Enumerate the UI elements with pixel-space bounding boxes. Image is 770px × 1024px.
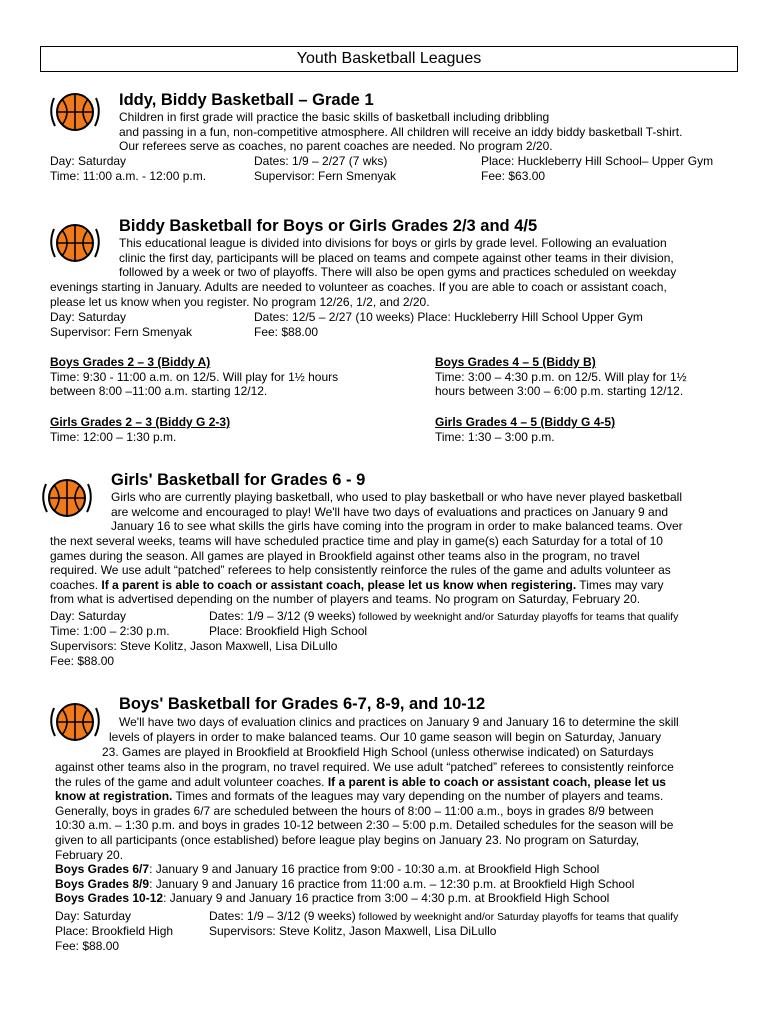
text-line: coaches. If a parent is able to coach or assistant coach, please let us know when registering. Times may vary bbox=[50, 577, 664, 592]
text-line: Our referees serve as coaches, no parent coaches are needed. No program 2/20. bbox=[119, 139, 553, 154]
girls-description-body bbox=[50, 534, 671, 607]
division-boys-2-3 bbox=[50, 355, 338, 399]
text-line: know at registration. Times and formats of the leagues may vary depending on the number of players and teams. bbox=[55, 789, 664, 804]
text-line: Generally, boys in grades 6/7 are scheduled between the hours of 8:00 – 11:00 a.m., boys in grades 8/9 between bbox=[55, 803, 654, 818]
basketball-icon bbox=[46, 219, 104, 267]
iddy-biddy-description bbox=[119, 110, 682, 154]
iddy-time: Time: 11:00 a.m. - 12:00 p.m. bbox=[50, 169, 207, 183]
girls-time: Time: 1:00 – 2:30 p.m. bbox=[50, 624, 170, 638]
section-title-boys: Boys' Basketball for Grades 6-7, 8-9, and 10-12 bbox=[119, 695, 486, 713]
boys-place: Place: Brookfield High bbox=[55, 924, 174, 938]
iddy-day: Day: Saturday bbox=[50, 154, 127, 168]
girls-day: Day: Saturday bbox=[50, 609, 127, 623]
division-line: Time: 9:30 - 11:00 a.m. on 12/5. Will play for 1½ hours bbox=[50, 369, 339, 384]
division-heading: Boys Grades 4 – 5 (Biddy B) bbox=[435, 355, 596, 369]
text-line: We'll have two days of evaluation clinics and practices on January 9 and January 16 to determine the skill bbox=[119, 715, 679, 729]
boys-fee: Fee: $88.00 bbox=[55, 939, 120, 953]
text-line: please let us know when you register. No program 12/26, 1/2, and 2/20. bbox=[50, 295, 430, 309]
girls-dates: Dates: 1/9 – 3/12 (9 weeks) followed by weeknight and/or Saturday playoffs for teams that qualify bbox=[209, 609, 679, 623]
text-line: the next several weeks, teams will have scheduled practice time and play in game(s) each Saturday for a total of 10 bbox=[50, 534, 663, 548]
iddy-fee: Fee: $63.00 bbox=[481, 169, 546, 183]
division-heading: Girls Grades 4 – 5 (Biddy G 4-5) bbox=[435, 415, 616, 429]
grade-schedule: Boys Grades 6/7: January 9 and January 16 practice from 9:00 - 10:30 a.m. at Brookfield High School bbox=[55, 862, 600, 877]
girls-description-top bbox=[111, 490, 683, 534]
grade-schedule: Boys Grades 10-12: January 9 and January 16 practice from 3:00 – 4:30 p.m. at Brookfield High School bbox=[55, 891, 610, 906]
iddy-supervisor: Supervisor: Fern Smenyak bbox=[254, 169, 397, 183]
page-title: Youth Basketball Leagues bbox=[40, 46, 738, 72]
section-title-biddy: Biddy Basketball for Boys or Girls Grades 2/3 and 4/5 bbox=[119, 217, 538, 235]
text-line: levels of players in order to make balanced teams. Our 10 game season will begin on Saturday, January bbox=[109, 730, 662, 744]
girls-supervisors: Supervisors: Steve Kolitz, Jason Maxwell, Lisa DiLullo bbox=[50, 639, 338, 653]
text-line: evenings starting in January. Adults are needed to volunteer as coaches. If you are able to coach or assistant coach, bbox=[50, 280, 667, 294]
boys-description-body bbox=[55, 760, 674, 906]
division-line: between 8:00 –11:00 a.m. starting 12/12. bbox=[50, 384, 268, 399]
basketball-icon bbox=[46, 698, 104, 746]
text-line: followed by a week or two of playoffs. There will also be open gyms and practices scheduled on weekday bbox=[119, 265, 677, 280]
text-line: January 16 to see what skills the girls have coming into the program in order to make balanced teams. Over bbox=[111, 519, 683, 534]
text-line: Girls who are currently playing basketball, who used to play basketball or who have never played basketball bbox=[111, 490, 682, 504]
division-line: Time: 3:00 – 4:30 p.m. on 12/5. Will play for 1½ bbox=[435, 369, 687, 384]
text-line: required. We use adult “patched” referees to help consistently reinforce the rules of the game and adults volunteer as bbox=[50, 563, 671, 578]
section-title-girls: Girls' Basketball for Grades 6 - 9 bbox=[111, 471, 366, 489]
biddy-supervisor: Supervisor: Fern Smenyak bbox=[50, 325, 193, 339]
text-line: Children in first grade will practice the basic skills of basketball including dribbling bbox=[119, 110, 550, 124]
iddy-place: Place: Huckleberry Hill School– Upper Gym bbox=[481, 154, 714, 168]
text-line: against other teams also in the program, no travel required. We use adult “patched” referees to consistently reinforce bbox=[55, 760, 674, 774]
girls-place: Place: Brookfield High School bbox=[209, 624, 368, 638]
text-line: given to all participants (once established) before league play begins on January 23. No program on Saturday, bbox=[55, 832, 640, 847]
text-line: the rules of the game and adult volunteer coaches. If a parent is able to coach or assistant coach, please let us bbox=[55, 774, 666, 789]
text-line: This educational league is divided into divisions for boys or girls by grade level. Following an evaluation bbox=[119, 236, 667, 250]
text-line: clinic the first day, participants will be placed on teams and compete against other teams in their division, bbox=[119, 250, 674, 265]
basketball-icon bbox=[38, 474, 96, 522]
coach-callout: If a parent is able to coach or assistant coach, please let us know when registering. bbox=[101, 577, 577, 592]
boys-day: Day: Saturday bbox=[55, 909, 132, 923]
text-line: games during the season. All games are played in Brookfield against other teams also in the program, no travel bbox=[50, 548, 640, 563]
division-girls-2-3 bbox=[50, 415, 230, 444]
division-boys-4-5 bbox=[435, 355, 687, 399]
text-line: are welcome and encouraged to play! We'll have two days of evaluations and practices on January 9 and bbox=[111, 504, 669, 519]
biddy-fee: Fee: $88.00 bbox=[254, 325, 319, 339]
iddy-dates: Dates: 1/9 – 2/27 (7 wks) bbox=[254, 154, 388, 168]
boys-supervisors: Supervisors: Steve Kolitz, Jason Maxwell, Lisa DiLullo bbox=[209, 924, 497, 938]
text-line: February 20. bbox=[55, 847, 124, 862]
division-heading: Boys Grades 2 – 3 (Biddy A) bbox=[50, 355, 211, 369]
coach-callout: If a parent is able to coach or assistant coach, please let us bbox=[327, 774, 666, 789]
text-line: and passing in a fun, non-competitive atmosphere. All children will receive an iddy biddy basketball T-shirt. bbox=[119, 124, 683, 139]
boys-dates: Dates: 1/9 – 3/12 (9 weeks) followed by weeknight and/or Saturday playoffs for teams that qualify bbox=[209, 909, 679, 923]
division-heading: Girls Grades 2 – 3 (Biddy G 2-3) bbox=[50, 415, 231, 429]
text-line: 23. Games are played in Brookfield at Brookfield High School (unless otherwise indicated) on Saturdays bbox=[102, 745, 654, 759]
basketball-icon bbox=[46, 88, 104, 136]
division-line: Time: 12:00 – 1:30 p.m. bbox=[50, 429, 177, 444]
division-girls-4-5 bbox=[435, 415, 615, 444]
biddy-description bbox=[119, 236, 676, 280]
grade-schedule: Boys Grades 8/9: January 9 and January 16 practice from 11:00 a.m. – 12:30 p.m. at Brookfield High School bbox=[55, 876, 635, 891]
text-line: 10:30 a.m. – 1:30 p.m. and boys in grades 10-12 between 2:30 – 5:00 p.m. Detailed schedules for the season will be bbox=[55, 818, 674, 833]
text-line: from what is advertised depending on the number of players and teams. No program on Saturday, February 20. bbox=[50, 592, 641, 607]
biddy-day: Day: Saturday bbox=[50, 310, 127, 324]
division-line: Time: 1:30 – 3:00 p.m. bbox=[435, 429, 555, 444]
biddy-dates-place: Dates: 12/5 – 2/27 (10 weeks) Place: Huckleberry Hill School Upper Gym bbox=[254, 310, 643, 324]
girls-fee: Fee: $88.00 bbox=[50, 654, 115, 668]
division-line: hours between 3:00 – 6:00 p.m. starting 12/12. bbox=[435, 384, 684, 399]
section-title-iddy-biddy: Iddy, Biddy Basketball – Grade 1 bbox=[119, 91, 374, 109]
